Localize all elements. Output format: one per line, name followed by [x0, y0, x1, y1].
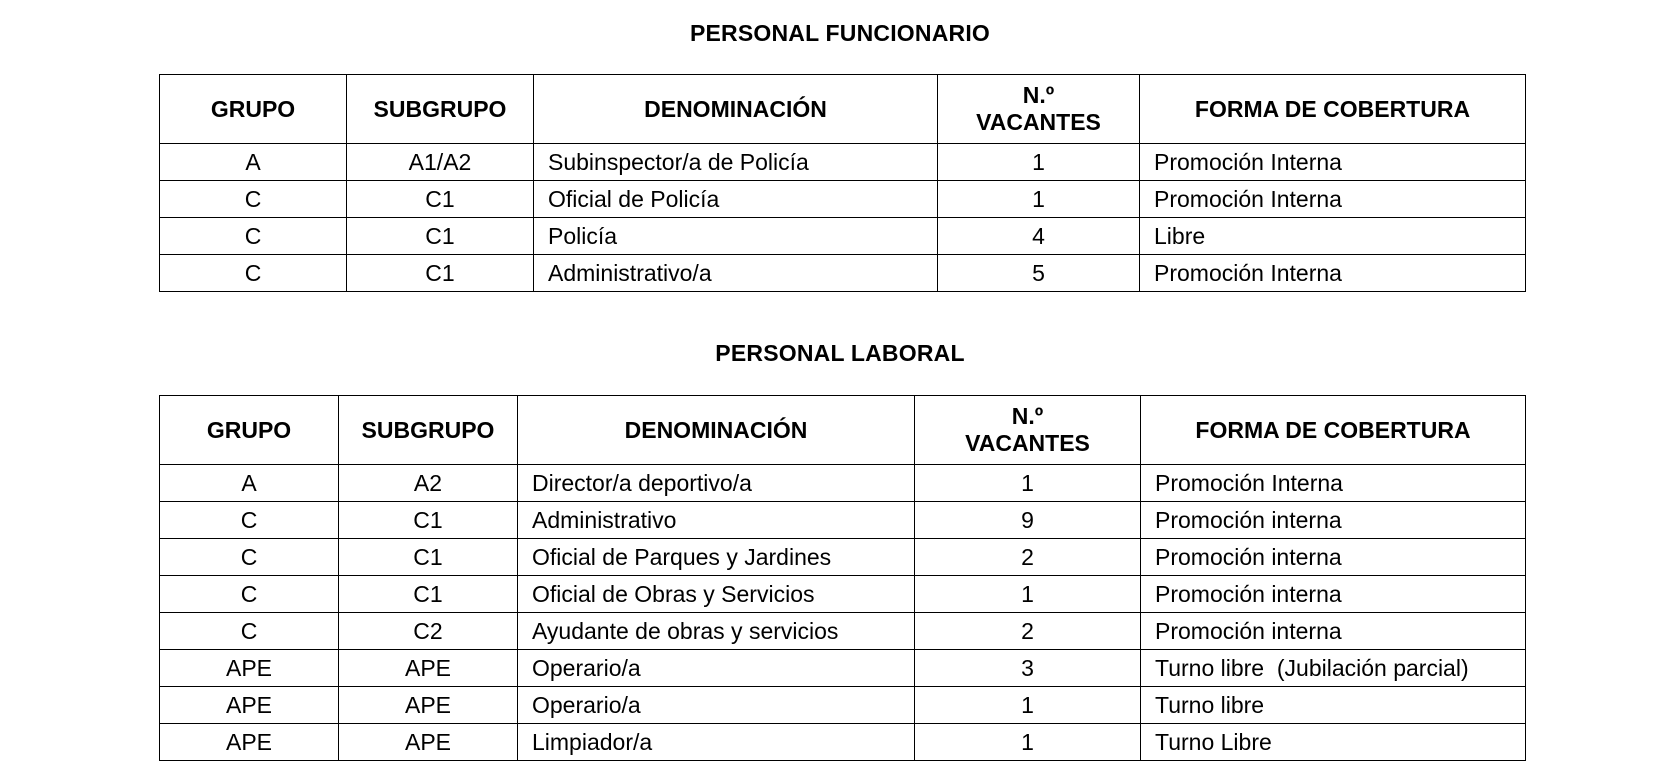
cell-subgrupo: C1 [339, 576, 518, 613]
col-header-denominacion: DENOMINACIÓN [518, 396, 915, 465]
table-row [160, 687, 1526, 724]
table-row [160, 724, 1526, 761]
cell-vacantes: 9 [915, 502, 1141, 539]
table-row [160, 181, 1526, 218]
table-row [160, 144, 1526, 181]
cell-forma: Promoción Interna [1140, 181, 1526, 218]
cell-grupo: C [160, 539, 339, 576]
cell-denominacion: Director/a deportivo/a [518, 465, 915, 502]
cell-subgrupo: C1 [339, 539, 518, 576]
col-header-vacantes-line1: N.º [1022, 82, 1055, 108]
cell-vacantes: 1 [915, 724, 1141, 761]
header-row [160, 396, 1526, 465]
col-header-subgrupo: SUBGRUPO [339, 396, 518, 465]
cell-forma: Promoción interna [1141, 502, 1526, 539]
cell-denominacion: Oficial de Policía [534, 181, 938, 218]
cell-grupo: C [160, 613, 339, 650]
cell-vacantes: 2 [915, 613, 1141, 650]
col-header-grupo: GRUPO [160, 396, 339, 465]
cell-vacantes: 1 [915, 576, 1141, 613]
col-header-vacantes [915, 396, 1141, 465]
cell-forma: Promoción interna [1141, 539, 1526, 576]
cell-denominacion: Operario/a [518, 650, 915, 687]
table-row [160, 650, 1526, 687]
col-header-vacantes-line2: VACANTES [965, 430, 1090, 456]
cell-subgrupo: APE [339, 724, 518, 761]
cell-denominacion: Oficial de Parques y Jardines [518, 539, 915, 576]
cell-grupo: APE [160, 724, 339, 761]
cell-grupo: APE [160, 687, 339, 724]
cell-subgrupo: APE [339, 650, 518, 687]
cell-denominacion: Operario/a [518, 687, 915, 724]
cell-vacantes: 1 [938, 181, 1140, 218]
col-header-vacantes [938, 75, 1140, 144]
cell-forma: Promoción Interna [1141, 465, 1526, 502]
cell-forma: Promoción interna [1141, 576, 1526, 613]
col-header-vacantes-line2: VACANTES [976, 109, 1101, 135]
col-header-forma: FORMA DE COBERTURA [1141, 396, 1526, 465]
cell-denominacion: Ayudante de obras y servicios [518, 613, 915, 650]
cell-grupo: C [160, 502, 339, 539]
cell-grupo: C [160, 576, 339, 613]
funcionario-table [159, 74, 1526, 292]
cell-forma: Turno libre [1141, 687, 1526, 724]
cell-grupo: C [160, 218, 347, 255]
cell-subgrupo: C2 [339, 613, 518, 650]
table-row [160, 255, 1526, 292]
table-row [160, 576, 1526, 613]
cell-denominacion: Limpiador/a [518, 724, 915, 761]
header-row [160, 75, 1526, 144]
cell-forma: Turno Libre [1141, 724, 1526, 761]
cell-subgrupo: C1 [347, 181, 534, 218]
cell-forma: Turno libre (Jubilación parcial) [1141, 650, 1526, 687]
cell-forma: Promoción Interna [1140, 255, 1526, 292]
col-header-denominacion: DENOMINACIÓN [534, 75, 938, 144]
table-row [160, 218, 1526, 255]
table-row [160, 613, 1526, 650]
cell-forma: Promoción Interna [1140, 144, 1526, 181]
cell-subgrupo: A2 [339, 465, 518, 502]
cell-vacantes: 4 [938, 218, 1140, 255]
cell-vacantes: 1 [938, 144, 1140, 181]
cell-vacantes: 1 [915, 465, 1141, 502]
cell-grupo: A [160, 144, 347, 181]
col-header-grupo: GRUPO [160, 75, 347, 144]
cell-grupo: APE [160, 650, 339, 687]
cell-forma: Libre [1140, 218, 1526, 255]
cell-denominacion: Administrativo/a [534, 255, 938, 292]
cell-vacantes: 1 [915, 687, 1141, 724]
cell-subgrupo: C1 [339, 502, 518, 539]
cell-forma: Promoción interna [1141, 613, 1526, 650]
cell-grupo: C [160, 181, 347, 218]
cell-subgrupo: C1 [347, 218, 534, 255]
cell-subgrupo: A1/A2 [347, 144, 534, 181]
cell-subgrupo: APE [339, 687, 518, 724]
cell-subgrupo: C1 [347, 255, 534, 292]
cell-denominacion: Subinspector/a de Policía [534, 144, 938, 181]
cell-denominacion: Oficial de Obras y Servicios [518, 576, 915, 613]
col-header-subgrupo: SUBGRUPO [347, 75, 534, 144]
cell-grupo: C [160, 255, 347, 292]
cell-grupo: A [160, 465, 339, 502]
table-row [160, 539, 1526, 576]
laboral-table [159, 395, 1526, 761]
cell-vacantes: 2 [915, 539, 1141, 576]
col-header-forma: FORMA DE COBERTURA [1140, 75, 1526, 144]
cell-denominacion: Administrativo [518, 502, 915, 539]
table-row [160, 502, 1526, 539]
cell-vacantes: 5 [938, 255, 1140, 292]
cell-denominacion: Policía [534, 218, 938, 255]
table-row [160, 465, 1526, 502]
col-header-vacantes-line1: N.º [1011, 403, 1044, 429]
section-title-funcionario: PERSONAL FUNCIONARIO [689, 20, 991, 46]
section-title-laboral: PERSONAL LABORAL [715, 340, 965, 366]
cell-vacantes: 3 [915, 650, 1141, 687]
